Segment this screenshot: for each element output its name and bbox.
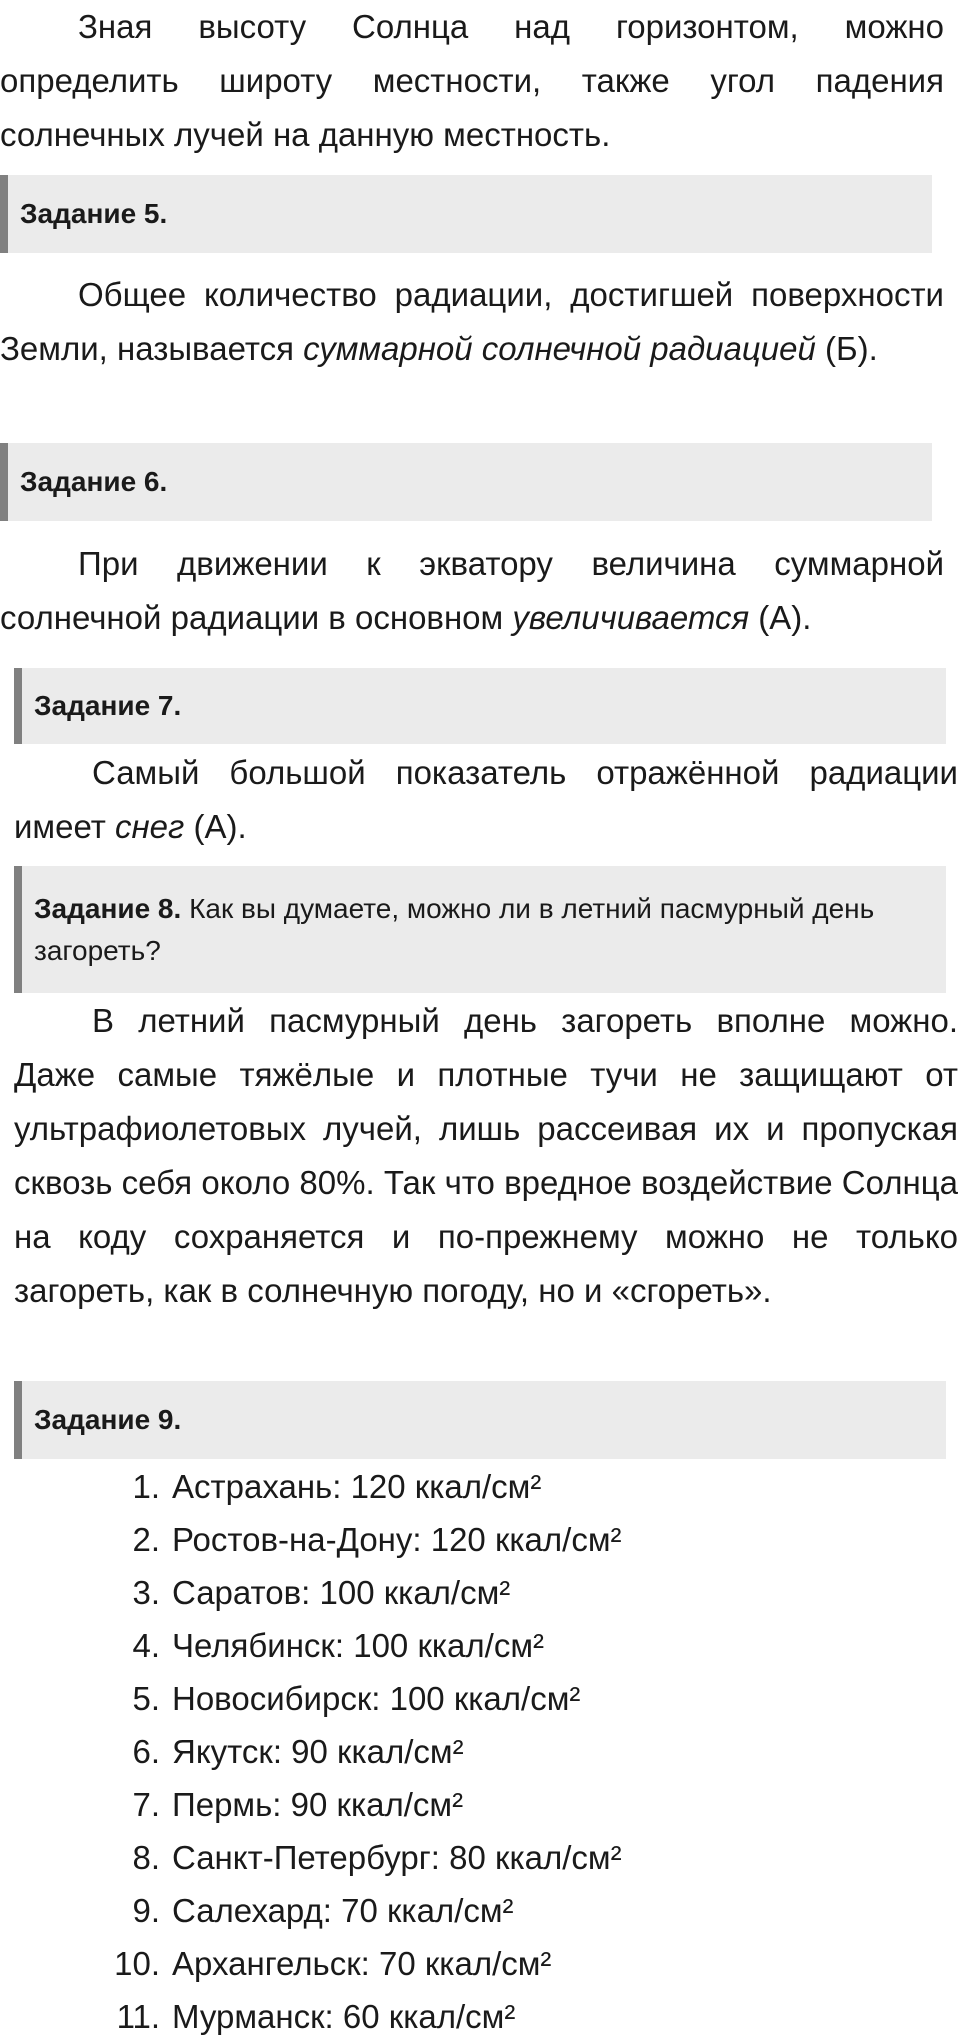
list-item: 6. Якутск: 90 ккал/см²: [132, 1733, 464, 1770]
list-item: 11. Мурманск: 60 ккал/см²: [116, 1998, 516, 2035]
list-item: 4. Челябинск: 100 ккал/см²: [132, 1627, 544, 1664]
task-5-header: [0, 175, 932, 253]
task-5-title: Задание 5.: [20, 198, 168, 229]
task-8-answer: В летний пасмурный день загореть вполне можно. Даже самые тяжёлые и плотные тучи не защищают от ультрафиолетовых лучей, лишь рассеивая их и пропуская сквозь себя около 80%. Так что вредное воздействие Солнца на коду сохраняется и по-прежнему можно не только загореть, как в солнечную погоду, но и «сгореть».: [14, 1002, 958, 1309]
task-5-answer: Общее количество радиации, достигшей поверхности Земли, называется суммарной солнечной радиацией (Б).: [0, 276, 944, 367]
task-7-header: [14, 668, 946, 744]
list-item: 2. Ростов-на-Дону: 120 ккал/см²: [132, 1521, 622, 1558]
task-7-answer-term: снег: [115, 808, 185, 845]
task-6-title: Задание 6.: [20, 466, 168, 497]
task-7-title: Задание 7.: [34, 690, 182, 721]
task-6-answer-term: увеличивается: [512, 599, 750, 636]
list-item: 10. Архангельск: 70 ккал/см²: [114, 1945, 552, 1982]
list-item: 1. Астрахань: 120 ккал/см²: [132, 1468, 542, 1505]
task-5-answer-term: суммарной солнечной радиацией: [303, 330, 816, 367]
intro-paragraph: Зная высоту Солнца над горизонтом, можно определить широту местности, также угол падения солнечных лучей на данную местность.: [0, 8, 944, 153]
list-item: 5. Новосибирск: 100 ккал/см²: [132, 1680, 581, 1717]
task-8-header: [14, 866, 946, 993]
task-7-answer: Самый большой показатель отражённой радиации имеет снег (А).: [14, 754, 958, 845]
task-6-answer: При движении к экватору величина суммарной солнечной радиации в основном увеличивается (А).: [0, 545, 944, 636]
list-item: 7. Пермь: 90 ккал/см²: [132, 1786, 464, 1823]
task-8-question: Как вы думаете, можно ли в летний пасмурный день загореть?: [34, 892, 875, 966]
task-9-title: Задание 9.: [34, 1404, 182, 1435]
list-item: 3. Саратов: 100 ккал/см²: [132, 1574, 511, 1611]
task-6-header: [0, 443, 932, 521]
list-item: 8. Санкт-Петербург: 80 ккал/см²: [132, 1839, 622, 1876]
list-item: 9. Салехард: 70 ккал/см²: [132, 1892, 514, 1929]
task-9-header: [14, 1381, 946, 1459]
task-8-question-block: [34, 888, 934, 972]
task-8-title: Задание 8.: [34, 892, 182, 924]
task-9-answer-list: [90, 1460, 622, 2043]
